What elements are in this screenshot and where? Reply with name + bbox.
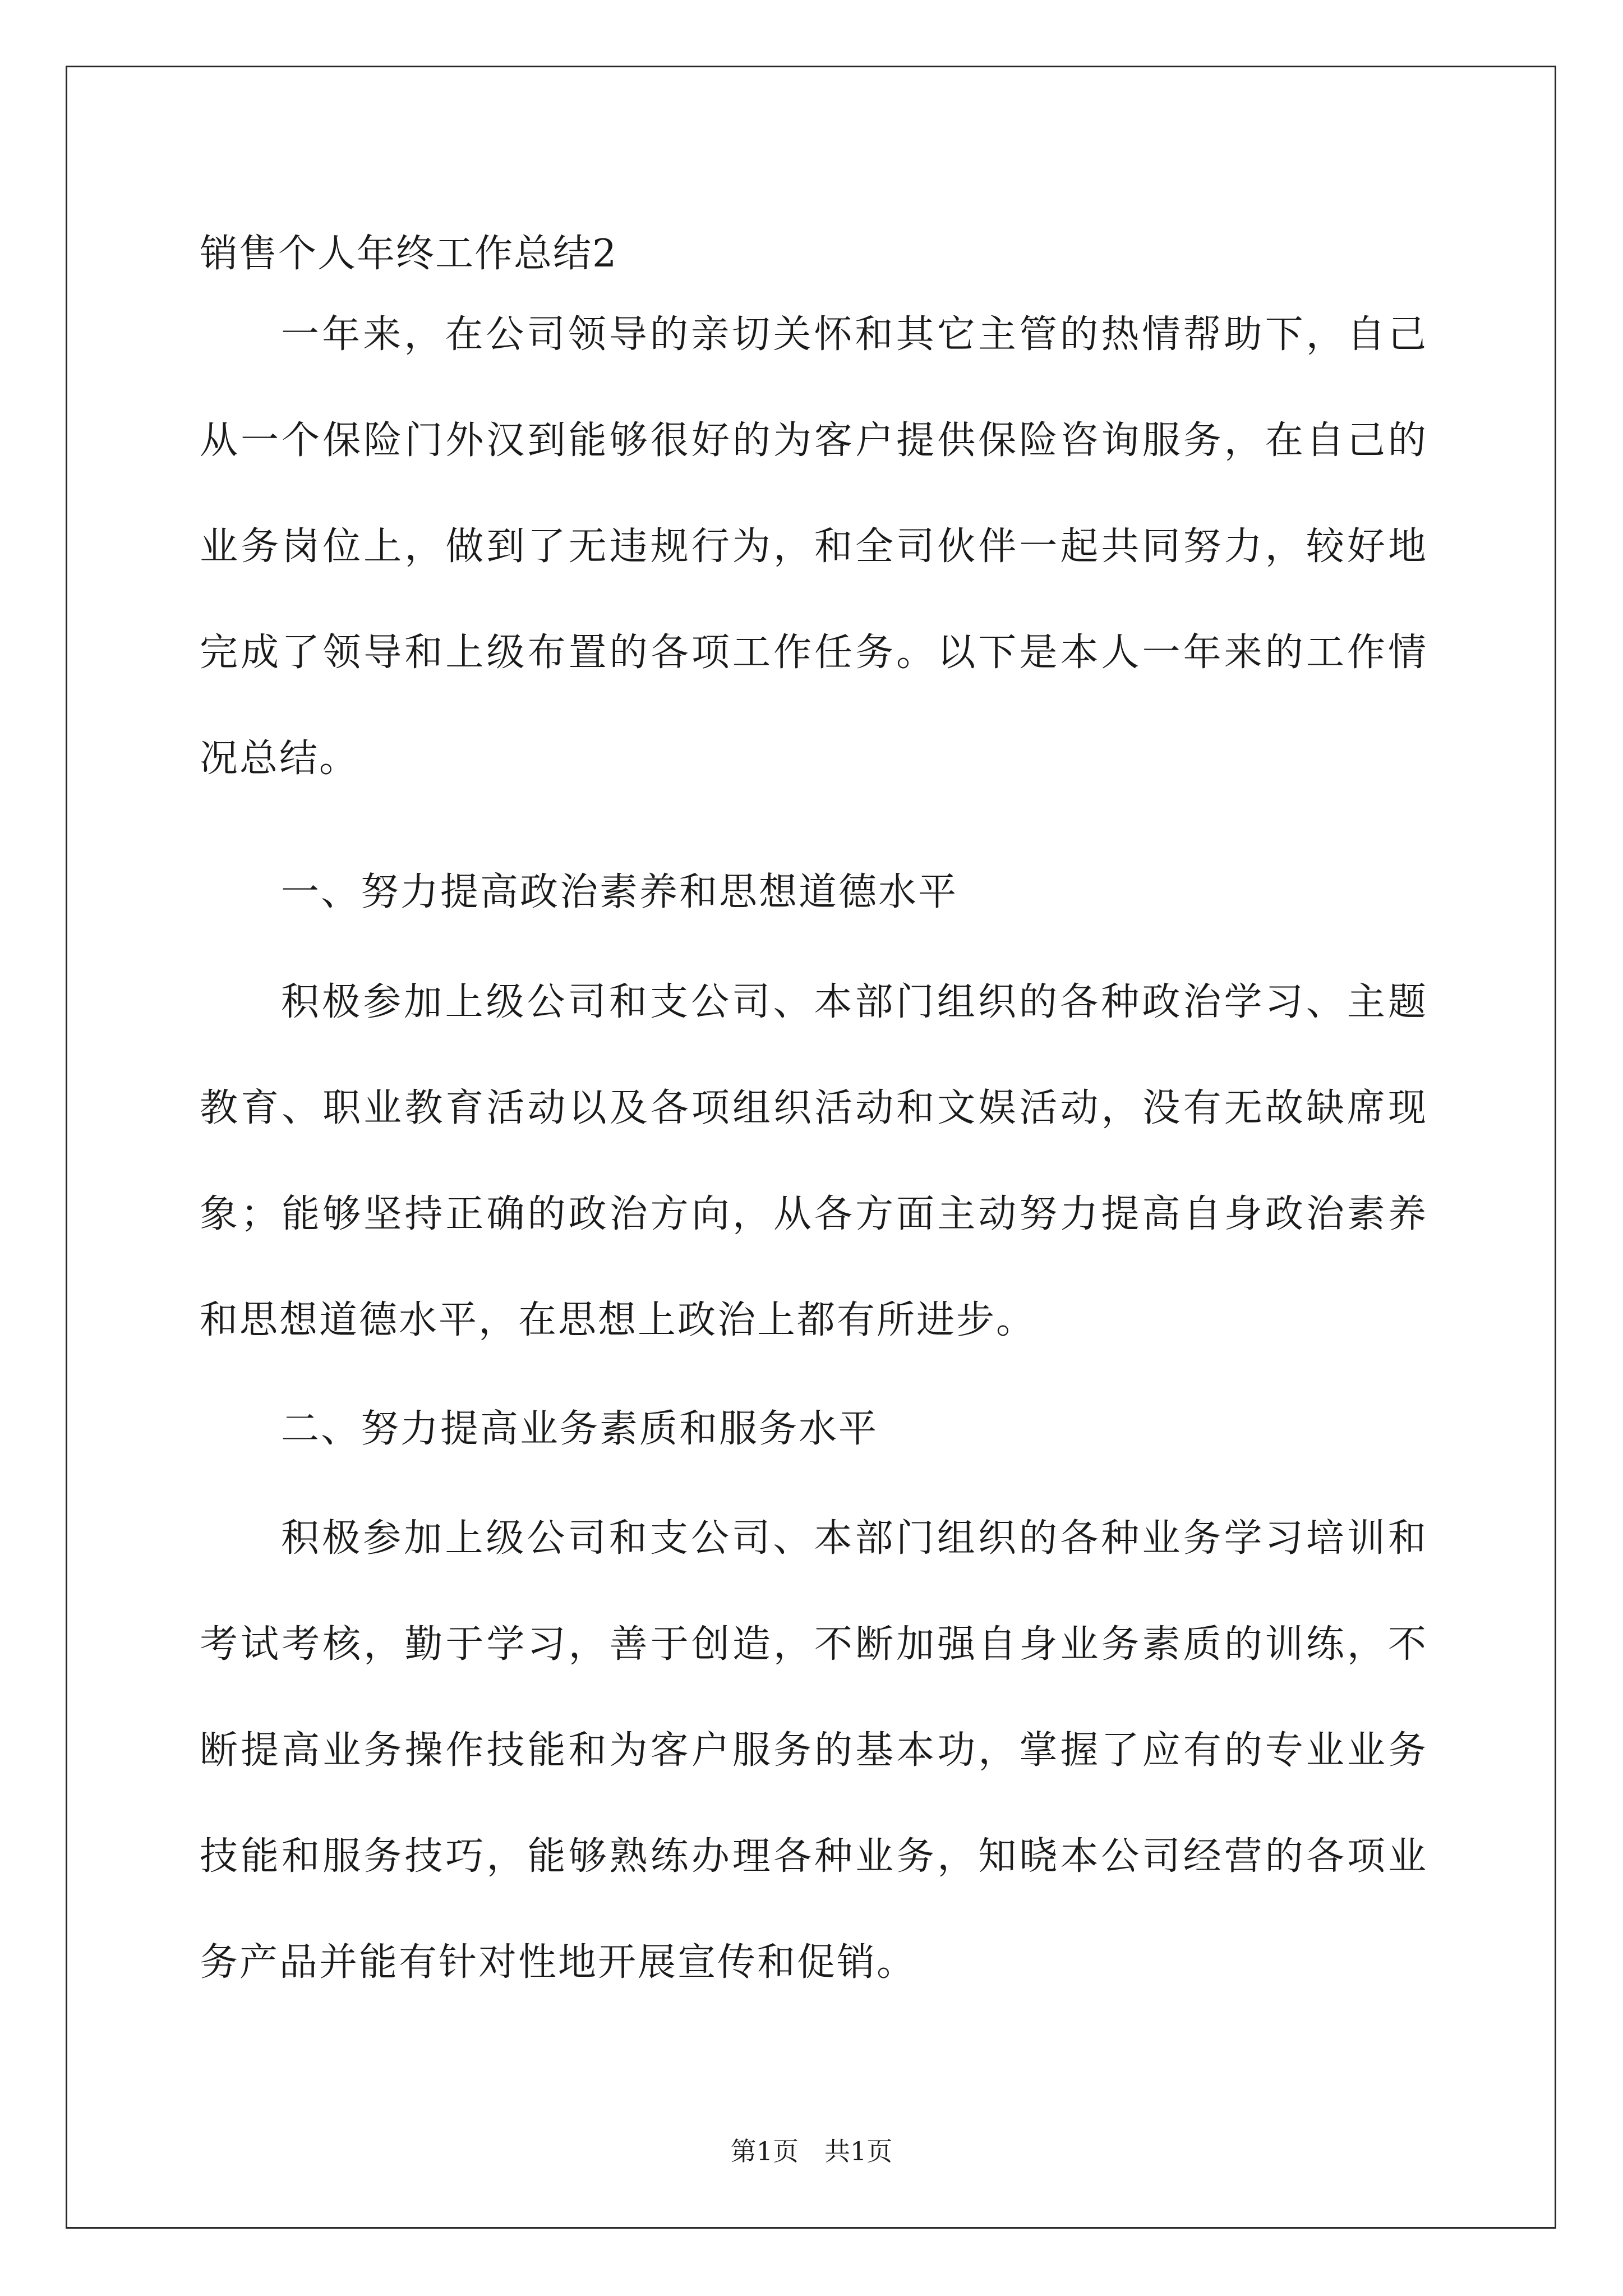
paragraph-section-1: 积极参加上级公司和支公司、本部门组织的各种政治学习、主题教育、职业教育活动以及各项组织活动和文娱活动，没有无故缺席现象；能够坚持正确的政治方向，从各方面主动努力提高自身政治素养和思想道德水平，在思想上政治上都有所进步。 <box>200 980 1428 1342</box>
paragraph-intro: 一年来，在公司领导的亲切关怀和其它主管的热情帮助下，自己从一个保险门外汉到能够很好的为客户提供保险咨询服务，在自己的业务岗位上，做到了无违规行为，和全司伙伴一起共同努力，较好地完成了领导和上级布置的各项工作任务。以下是本人一年来的工作情况总结。 <box>200 312 1428 781</box>
section-heading-1: 一、努力提高政治素养和思想道德水平 <box>281 870 958 914</box>
paragraph-section-2: 积极参加上级公司和支公司、本部门组织的各种业务学习培训和考试考核，勤于学习，善于创造，不断加强自身业务素质的训练，不断提高业务操作技能和为客户服务的基本功，掌握了应有的专业业务技能和服务技巧，能够熟练办理各种业务，知晓本公司经营的各项业务产品并能有针对性地开展宣传和促销。 <box>200 1516 1428 1985</box>
section-heading-2: 二、努力提高业务素质和服务水平 <box>281 1407 879 1451</box>
document-title: 销售个人年终工作总结2 <box>200 232 618 276</box>
page-footer: 第1页 共1页 <box>730 2136 893 2166</box>
